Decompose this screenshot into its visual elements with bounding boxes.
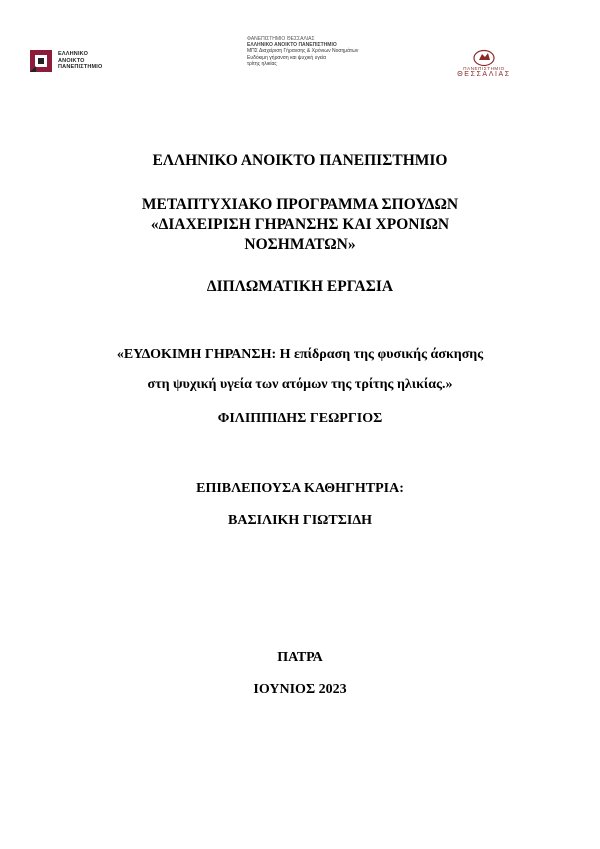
hou-logo-line3: ΠΑΝΕΠΙΣΤΗΜΙΟ — [58, 64, 103, 70]
date: ΙΟΥΝΙΟΣ 2023 — [253, 682, 347, 697]
hou-logo-line1: ΕΛΛΗΝΙΚΟ — [58, 51, 89, 57]
header-line1: ΦΑΝΕΠΙΣΤΗΜΙΟ ΘΕΣΣΑΛΙΑΣ — [247, 36, 315, 42]
joint-program-header — [247, 36, 377, 67]
header-line2: ΕΛΛΗΝΙΚΟ ΑΝΟΙΚΤΟ ΠΑΝΕΠΙΣΤΗΜΙΟ — [247, 42, 337, 49]
uth-emblem-icon — [473, 48, 495, 66]
hou-logo — [30, 48, 120, 74]
program-line2: «ΔΙΑΧΕΙΡΙΣΗ ΓΗΡΑΝΣΗΣ ΚΑΙ ΧΡΟΝΙΩΝ — [150, 216, 450, 233]
hou-logo-line2: ΑΝΟΙΚΤΟ — [58, 57, 85, 64]
program-line3: ΝΟΣΗΜΑΤΩΝ» — [244, 236, 356, 253]
uth-logo-big: ΘΕΣΣΑΛΙΑΣ — [457, 71, 511, 78]
header-line3: ΜΠΣ Διαχείριση Γήρανσης & Χρόνιων Νοσημάτων — [247, 48, 359, 55]
supervisor-name: ΒΑΣΙΛΙΚΗ ΓΙΩΤΣΙΔΗ — [228, 513, 372, 528]
thesis-title-line2: στη ψυχική υγεία των ατόμων της τρίτης ηλικίας.» — [147, 377, 453, 392]
program-line1: ΜΕΤΑΠΤΥΧΙΑΚΟ ΠΡΟΓΡΑΜΜΑ ΣΠΟΥΔΩΝ — [141, 196, 459, 213]
header-line5: τρίτης ηλικίας — [247, 60, 277, 67]
thesis-title-line1: «ΕΥΔΟΚΙΜΗ ΓΗΡΑΝΣΗ: Η επίδραση της φυσικής άσκησης — [116, 347, 484, 362]
author-name: ΦΙΛΙΠΠΙΔΗΣ ΓΕΩΡΓΙΟΣ — [217, 411, 383, 426]
hou-logo-text — [58, 51, 103, 71]
city: ΠΑΤΡΑ — [277, 650, 323, 665]
hou-logo-mark-icon — [30, 50, 52, 72]
header-line4: Ευδόκιμη γήρανση και ψυχική υγεία — [247, 54, 327, 61]
document-type: ΔΙΠΛΩΜΑΤΙΚΗ ΕΡΓΑΣΙΑ — [206, 278, 394, 295]
university-name: ΕΛΛΗΝΙΚΟ ΑΝΟΙΚΤΟ ΠΑΝΕΠΙΣΤΗΜΙΟ — [152, 152, 448, 169]
uth-logo-small: ΠΑΝΕΠΙΣΤΗΜΙΟ — [463, 66, 505, 71]
supervisor-label: ΕΠΙΒΛΕΠΟΥΣΑ ΚΑΘΗΓΗΤΡΙΑ: — [196, 481, 404, 496]
uth-logo — [432, 48, 536, 80]
